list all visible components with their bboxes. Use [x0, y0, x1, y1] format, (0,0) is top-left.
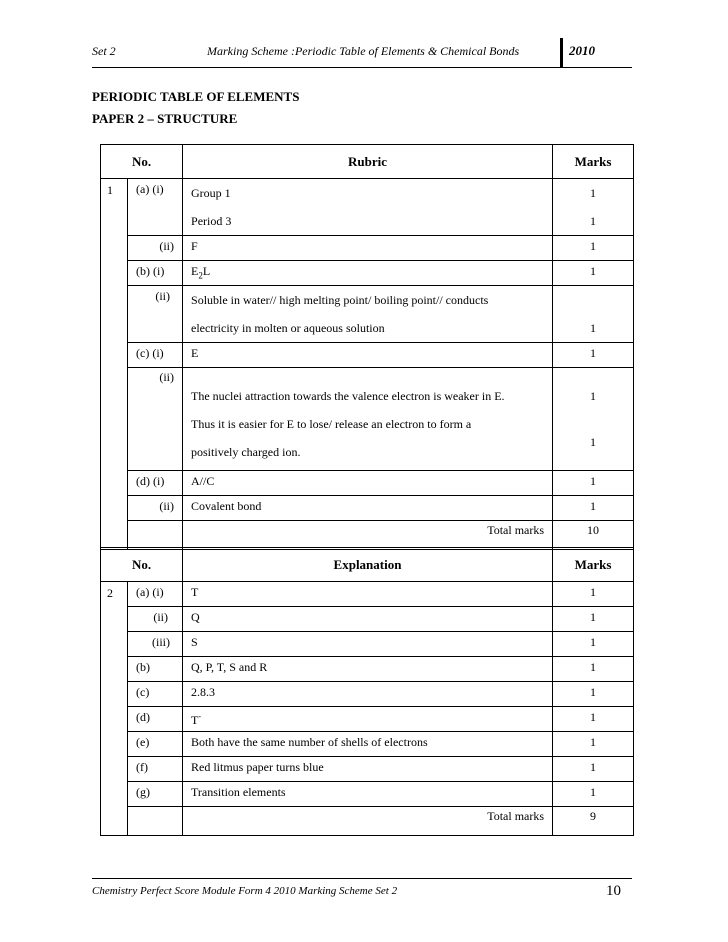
- table-row: [101, 582, 634, 607]
- rubric-line: Covalent bond: [183, 496, 553, 521]
- rubric-line: E: [183, 343, 553, 368]
- mark-value: 1: [590, 389, 597, 404]
- mark-value: 1: [553, 582, 634, 607]
- column-header-marks: Marks: [553, 145, 634, 179]
- mark-value: 1: [590, 214, 597, 228]
- table-row: [101, 179, 634, 236]
- explanation-text: T: [183, 582, 553, 607]
- header-rule: [92, 67, 632, 68]
- explanation-text: S: [183, 632, 553, 657]
- section-subtitle: PAPER 2 – STRUCTURE: [92, 111, 238, 126]
- rubric-cell: [183, 179, 553, 236]
- mark-value: 1: [553, 732, 634, 757]
- rubric-line: Group 1: [191, 186, 231, 200]
- column-header-rubric: Rubric: [183, 145, 553, 179]
- total-row: [101, 521, 634, 550]
- table-header-row: [101, 145, 634, 179]
- explanation-text: Red litmus paper turns blue: [183, 757, 553, 782]
- column-header-no: No.: [101, 145, 183, 179]
- mark-value: 1: [553, 632, 634, 657]
- table-header-row: [101, 548, 634, 582]
- question-number: 1: [101, 179, 128, 550]
- footer-rule: [92, 878, 632, 879]
- marks-cell: [553, 286, 634, 343]
- total-marks: 10: [553, 521, 634, 550]
- sub-question: (a) (i): [128, 179, 183, 236]
- formula-symbol: E: [191, 264, 199, 278]
- total-label: Total marks: [183, 521, 553, 550]
- column-header-marks: Marks: [553, 548, 634, 582]
- formula-symbol: L: [202, 264, 211, 278]
- empty-cell: [128, 807, 183, 836]
- formula-subscript: 2: [198, 270, 203, 281]
- table-row: [101, 707, 634, 732]
- explanation-text: 2.8.3: [183, 682, 553, 707]
- sub-question: (f): [128, 757, 183, 782]
- column-header-explanation: Explanation: [183, 548, 553, 582]
- sub-question: (d) (i): [128, 471, 183, 496]
- mark-value: 1: [553, 343, 634, 368]
- ion-charge: -: [198, 712, 202, 721]
- marks-cell: [553, 179, 634, 236]
- rubric-line: The nuclei attraction towards the valence electron is weaker in E.: [191, 389, 505, 404]
- explanation-text: Q, P, T, S and R: [183, 657, 553, 682]
- section-title: PERIODIC TABLE OF ELEMENTS: [92, 89, 300, 104]
- mark-value: [553, 286, 633, 314]
- mark-value: 1: [553, 707, 634, 732]
- table-row: [101, 236, 634, 261]
- sub-question: (ii): [128, 496, 183, 521]
- rubric-cell: [183, 286, 553, 343]
- column-header-no: No.: [101, 548, 183, 582]
- mark-value: 1: [553, 607, 634, 632]
- rubric-table-1: [100, 144, 634, 550]
- rubric-line: electricity in molten or aqueous solution: [191, 321, 385, 336]
- rubric-line: Thus it is easier for E to lose/ release an electron to form a: [191, 417, 472, 432]
- table-row: [101, 782, 634, 807]
- explanation-table-2: [100, 547, 634, 836]
- empty-cell: [128, 521, 183, 550]
- table-row: [101, 368, 634, 471]
- sub-question: (iii): [128, 632, 183, 657]
- marks-cell: [553, 368, 634, 471]
- header-set: Set 2: [92, 44, 116, 58]
- mark-value: 1: [590, 186, 597, 200]
- table-row: [101, 343, 634, 368]
- sub-question: (a) (i): [128, 582, 183, 607]
- explanation-text: [183, 707, 553, 732]
- table-row: [101, 261, 634, 286]
- table-row: [101, 757, 634, 782]
- mark-value: 1: [553, 236, 634, 261]
- total-label: Total marks: [183, 807, 553, 836]
- mark-value: 1: [553, 782, 634, 807]
- mark-value: 1: [553, 471, 634, 496]
- table-row: [101, 496, 634, 521]
- table-row: [101, 732, 634, 757]
- sub-question: (ii): [128, 368, 183, 471]
- sub-question: (e): [128, 732, 183, 757]
- mark-value: 1: [553, 496, 634, 521]
- rubric-line: Soluble in water// high melting point/ boiling point// conducts: [191, 293, 489, 308]
- rubric-line: positively charged ion.: [191, 445, 301, 460]
- header-year: 2010: [569, 43, 595, 58]
- question-number: 2: [101, 582, 128, 836]
- table-row: [101, 286, 634, 343]
- header-title: Marking Scheme :Periodic Table of Elements & Chemical Bonds: [207, 44, 520, 58]
- mark-value: 1: [553, 657, 634, 682]
- sub-question: (c) (i): [128, 343, 183, 368]
- rubric-cell: [183, 368, 553, 471]
- mark-value: 1: [590, 435, 597, 450]
- total-marks: 9: [553, 807, 634, 836]
- table-row: [101, 471, 634, 496]
- mark-value: 1: [553, 757, 634, 782]
- page-number: 10: [606, 883, 621, 899]
- table-row: [101, 632, 634, 657]
- explanation-text: Both have the same number of shells of electrons: [183, 732, 553, 757]
- mark-value: 1: [590, 321, 597, 336]
- table-row: [101, 682, 634, 707]
- explanation-text: Q: [183, 607, 553, 632]
- explanation-text: Transition elements: [183, 782, 553, 807]
- sub-question: (g): [128, 782, 183, 807]
- header-divider: [560, 38, 563, 68]
- table-row: [101, 657, 634, 682]
- rubric-formula: [183, 261, 553, 286]
- sub-question: (c): [128, 682, 183, 707]
- sub-question: (ii): [128, 607, 183, 632]
- sub-question: (ii): [128, 286, 183, 343]
- rubric-line: Period 3: [191, 214, 232, 228]
- sub-question: (ii): [128, 236, 183, 261]
- sub-question: (b) (i): [128, 261, 183, 286]
- footer-text: Chemistry Perfect Score Module Form 4 2010 Marking Scheme Set 2: [92, 885, 398, 897]
- mark-value: 1: [553, 261, 634, 286]
- rubric-line: F: [183, 236, 553, 261]
- sub-question: (b): [128, 657, 183, 682]
- sub-question: (d): [128, 707, 183, 732]
- total-row: [101, 807, 634, 836]
- table-row: [101, 607, 634, 632]
- ion-symbol: T: [191, 713, 199, 727]
- rubric-line: A//C: [183, 471, 553, 496]
- mark-value: 1: [553, 682, 634, 707]
